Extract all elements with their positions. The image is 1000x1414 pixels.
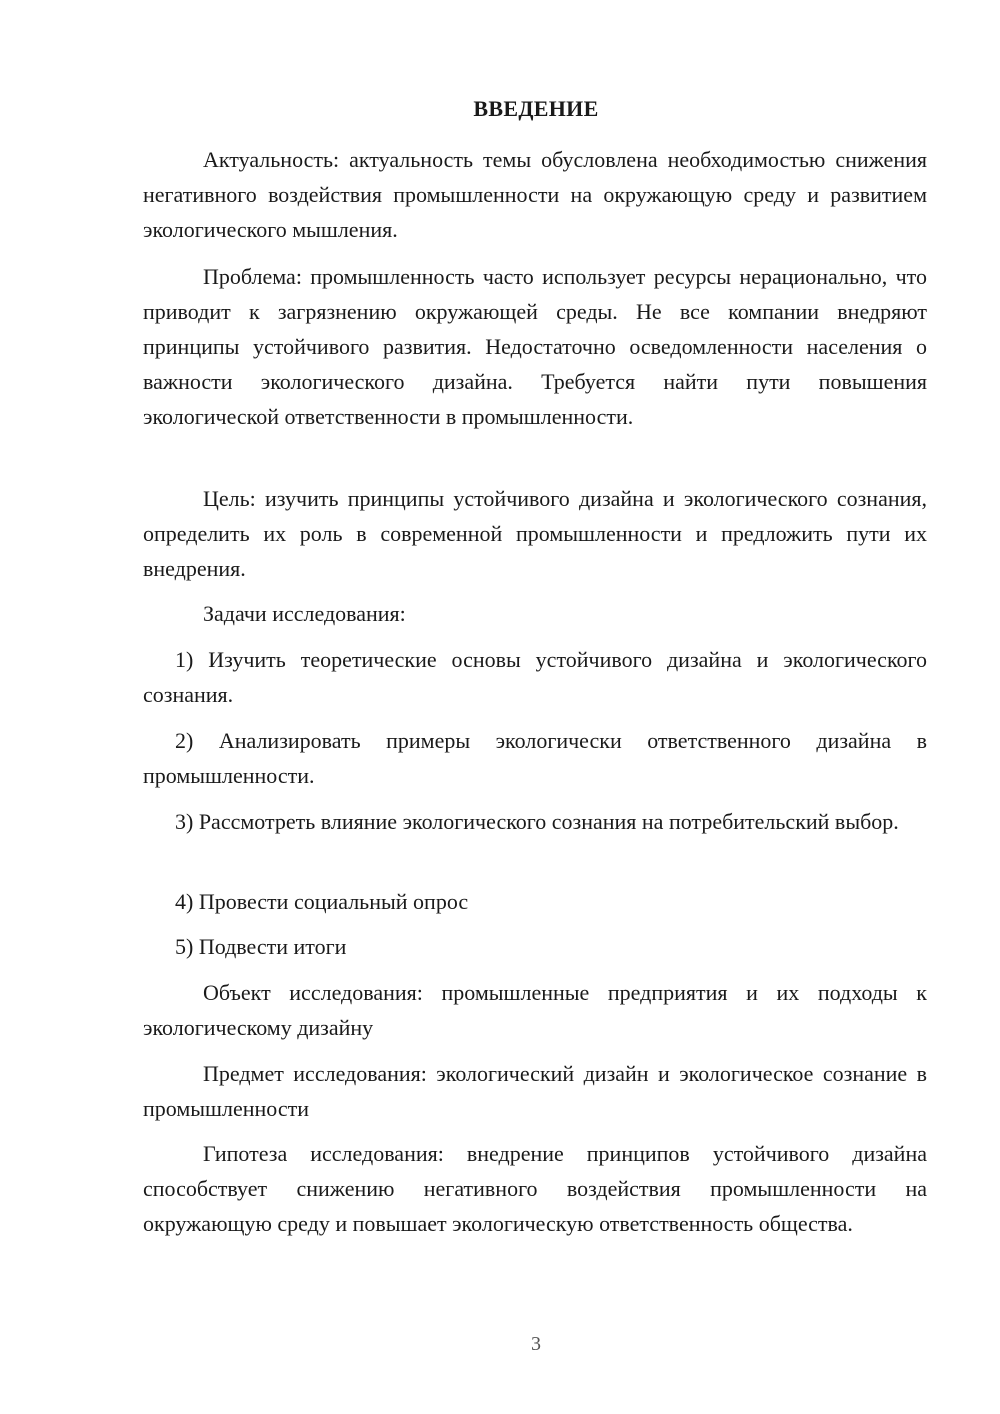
task-item: 1) Изучить теоретические основы устойчивого дизайна и экологического сознания. — [143, 647, 927, 707]
task-item: 3) Рассмотреть влияние экологического сознания на потребительский выбор. — [175, 809, 899, 834]
paragraph-relevance: Актуальность: актуальность темы обусловлена необходимостью снижения негативного воздействия промышленности на окружающую среду и развитием экологического мышления. — [143, 147, 927, 242]
paragraph-tasks-heading: Задачи исследования: — [203, 601, 406, 626]
paragraph-hypothesis: Гипотеза исследования: внедрение принципов устойчивого дизайна способствует снижению негативного воздействия промышленности на окружающую среду и повышает экологическую ответственность общества. — [143, 1141, 927, 1236]
section-title: ВВЕДЕНИЕ — [473, 96, 599, 121]
paragraph-object: Объект исследования: промышленные предприятия и их подходы к экологическому дизайну — [143, 980, 927, 1040]
paragraph-subject: Предмет исследования: экологический дизайн и экологическое сознание в промышленности — [143, 1061, 927, 1121]
task-item: 2) Анализировать примеры экологически ответственного дизайна в промышленности. — [143, 728, 927, 788]
paragraph-goal: Цель: изучить принципы устойчивого дизайна и экологического сознания, определить их роль в современной промышленности и предложить пути их внедрения. — [143, 486, 927, 581]
task-item: 5) Подвести итоги — [175, 934, 347, 959]
task-item: 4) Провести социальный опрос — [175, 889, 469, 914]
paragraph-problem: Проблема: промышленность часто использует ресурсы нерационально, что приводит к загрязнению окружающей среды. Не все компании внедряют принципы устойчивого развития. Недостаточно осведомленности населения о важности экологического дизайна. Требуется найти пути повышения экологической ответственности в промышленности. — [143, 264, 927, 429]
page-number: 3 — [531, 1333, 541, 1355]
